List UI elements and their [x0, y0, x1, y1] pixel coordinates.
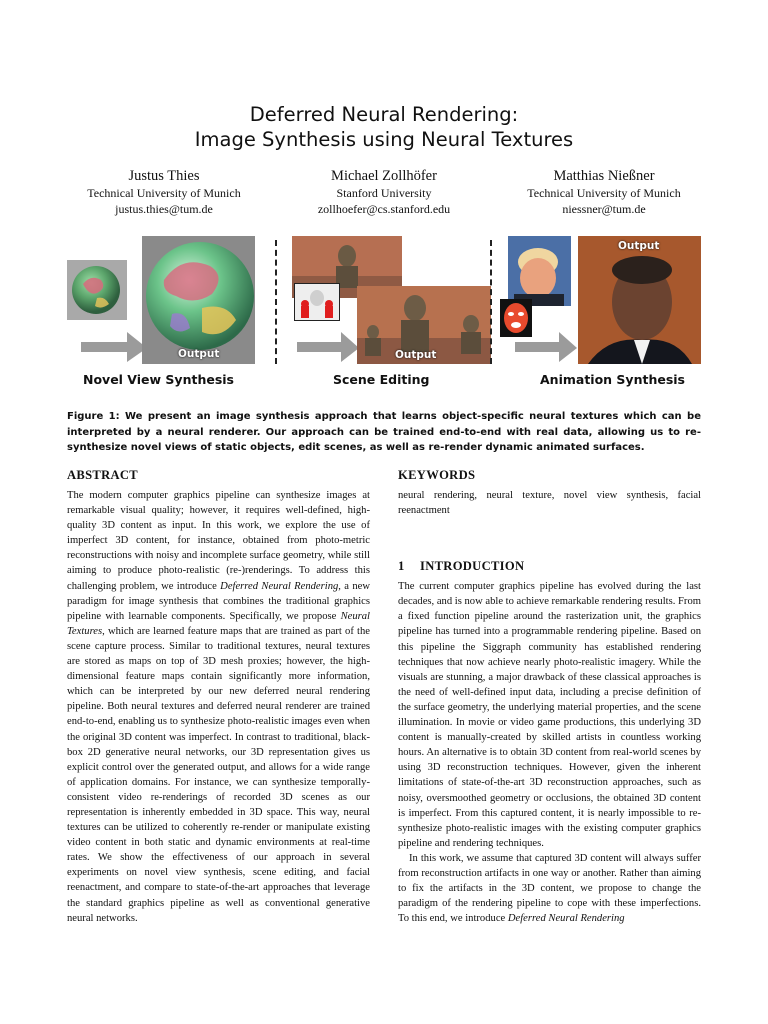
- title-line-1: Deferred Neural Rendering:: [249, 103, 519, 126]
- panel-label: Animation Synthesis: [540, 372, 685, 387]
- abstract-heading: ABSTRACT: [67, 468, 138, 482]
- panel-label: Scene Editing: [333, 372, 430, 387]
- abstract-emphasis: Neural Textures: [67, 610, 370, 637]
- arrow-icon: [513, 322, 579, 366]
- abstract-text: [67, 488, 370, 926]
- author-email: zollhoefer@cs.stanford.edu: [317, 202, 451, 216]
- abstract-text-part: , a new paradigm for image synthesis that combines the traditional graphics pipeline with learnable components. Specifically, we propose: [67, 580, 371, 622]
- scene-edit-mask: [294, 283, 340, 321]
- panel-divider: [275, 240, 277, 364]
- keywords-heading: KEYWORDS: [398, 468, 476, 482]
- input-globe-image: [67, 260, 127, 320]
- source-face-graphic: [508, 236, 571, 306]
- small-globe-graphic: [67, 260, 127, 320]
- output-face-graphic: [578, 236, 701, 364]
- introduction-heading: [398, 558, 701, 574]
- section-title: INTRODUCTION: [420, 559, 525, 574]
- output-label: Output: [178, 348, 220, 360]
- figure-caption: Figure 1: We present an image synthesis approach that learns object-specific neural textures which can be interpreted by a neural renderer. Our approach can be trained end-to-end with real data, allowing us to re-synthesize novel views of static objects, edit scenes, as well as re-render dynamic animated surfaces.: [67, 411, 701, 453]
- author-block: [0, 167, 768, 221]
- keywords-text: neural rendering, neural texture, novel view synthesis, facial reenactment: [398, 490, 701, 517]
- intro-text-part: In this work, we assume that captured 3D content will always suffer from reconstruction artifacts in one way or another. Rather than aiming to fix the artifacts in the 3D content, we propose to change the paradigm of the rendering pipeline to cope with these imperfections. To this end, we introduce: [398, 852, 701, 925]
- author-email: justus.thies@tum.de: [115, 202, 213, 216]
- panel-label: Novel View Synthesis: [83, 372, 234, 387]
- mask-graphic: [295, 284, 339, 320]
- output-label: Output: [395, 349, 437, 361]
- intro-emphasis: Deferred Neural Rendering: [507, 913, 625, 925]
- abstract-text-part: The modern computer graphics pipeline can synthesize images at remarkable visual quality; however, it requires well-defined, high-quality 3D content as input. In this work, we explore the use of imperfect 3D content, for instance, obtained from photo-metric reconstructions with noisy and incomplete surface geometry, while still aiming to produce photo-realistic (re-)renderings. To address this challenging problem, we introduce: [67, 490, 370, 592]
- large-globe-graphic: [142, 236, 255, 364]
- introduction-paragraph-2: [398, 851, 701, 926]
- right-column: [398, 467, 701, 926]
- source-face-image: [508, 236, 571, 306]
- abstract-text-part: , which are learned feature maps that are trained as part of the scene capture process. Similar to traditional textures, neural textures are stored as maps on top of 3D mesh proxies; however, the high-dimensional feature maps contain significantly more information, which can be interpreted by our new deferred neural rendering pipeline. Both neural textures and deferred neural renderer are trained end-to-end, enabling us to synthesize photo-realistic images even when the original 3D content was imperfect. In contrast to traditional, black-box 2D generative neural networks, our 3D representation gives us explicit control over the generated output, and allows for a wide range of application domains. For instance, we can synthesize temporally-consistent video re-renderings of recorded 3D scenes as our representation is inherently embedded in 3D space. This way, neural textures can be utilized to coherently re-render or manipulate existing video content in both static and dynamic environments at real-time rates. We show the effectiveness of our approach in several experiments on novel view synthesis, scene editing, and facial reenactment, and compare to state-of-the-art approaches that leverage the standard graphics pipeline as well as conventional generative neural networks.: [67, 625, 370, 924]
- animation-output-image: [578, 236, 701, 364]
- author-affiliation: Technical University of Munich: [87, 186, 241, 200]
- author-3: [484, 167, 724, 217]
- section-number: 1: [398, 559, 405, 574]
- introduction-paragraph-1: The current computer graphics pipeline has evolved during the last decades, and is now able to achieve remarkable rendering results. From a fixed function pipeline around the rasterization unit, the graphics pipeline has turned into a programmable rendering pipeline. Based on this pipeline the Siggraph community has established rendering techniques that now achieve nearly photo-realistic imagery. While the visuals are stunning, a major drawback of these classical approaches is the need of well-defined input data, including a precise definition of the surface geometry, the underlying material properties, and the scene illumination. In movie or video game productions, this underlying 3D content is manually-created by skilled artists in countless working hours. An alternative is to obtain 3D content from real-world scenes by using 3D reconstruction techniques. However, given the inherent limitations of state-of-the-art 3D reconstruction approaches, such as noisy, oversmoothed geometry or occlusions, the obtained 3D content is imperfect. From this captured content, it is nearly impossible to re-synthesize photo-realistic images with the existing computer graphics pipeline and rendering techniques.: [398, 581, 701, 849]
- panel-divider: [490, 240, 492, 364]
- left-column: [67, 467, 370, 926]
- author-name: Matthias Nießner: [553, 168, 655, 184]
- scene-output-image: [357, 286, 491, 364]
- arrow-icon: [295, 322, 361, 366]
- author-name: Justus Thies: [128, 168, 200, 184]
- author-2: [264, 167, 504, 217]
- arrow-icon: [79, 322, 149, 366]
- author-name: Michael Zollhöfer: [331, 168, 437, 184]
- paper-title: [0, 102, 768, 152]
- teaser-figure: [67, 236, 701, 396]
- output-globe-image: [142, 236, 255, 364]
- abstract-emphasis: Deferred Neural Rendering: [220, 580, 339, 592]
- author-1: [44, 167, 284, 217]
- author-email: niessner@tum.de: [562, 202, 646, 216]
- title-line-2: Image Synthesis using Neural Textures: [194, 128, 574, 151]
- author-affiliation: Technical University of Munich: [527, 186, 681, 200]
- author-affiliation: Stanford University: [336, 186, 432, 200]
- output-label: Output: [618, 240, 660, 252]
